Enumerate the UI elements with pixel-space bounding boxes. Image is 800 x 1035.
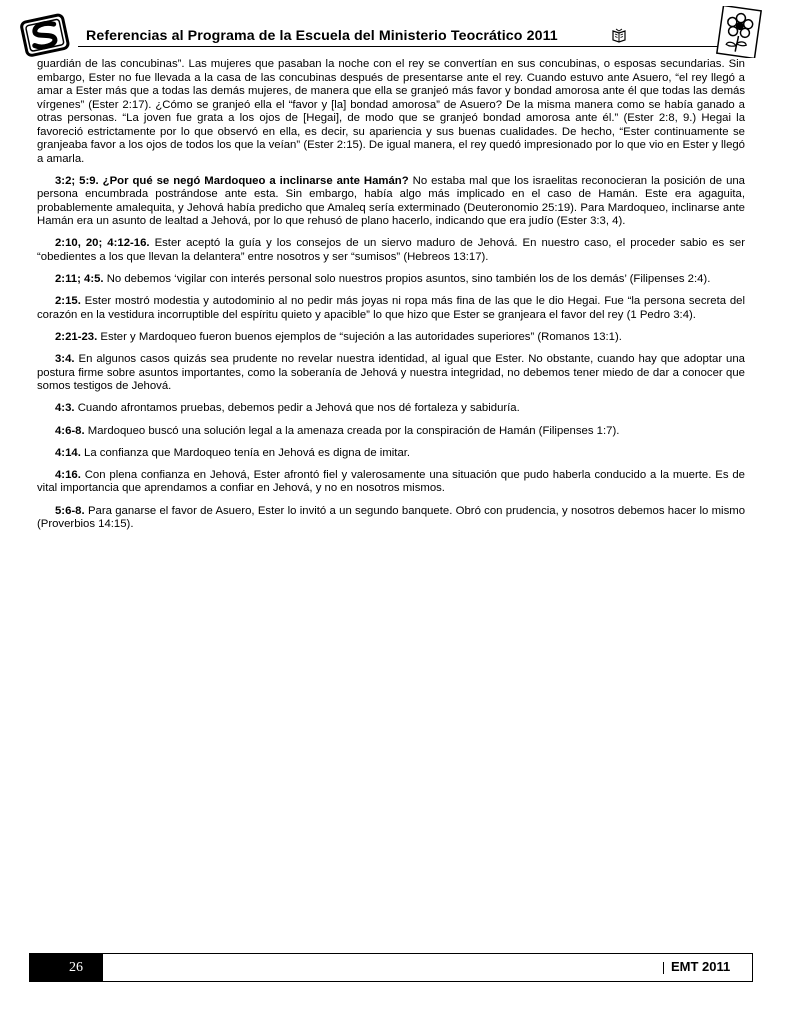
header-divider xyxy=(78,46,718,47)
paragraph-lesson xyxy=(37,295,745,322)
page-number-text: 26 xyxy=(69,960,83,975)
footer-frame xyxy=(29,953,753,982)
paragraph-text: Mardoqueo buscó una solución legal a la amenaza creada por la conspiración de Hamán (Filipenses 1:7). xyxy=(84,424,620,437)
paragraph-text: Cuando afrontamos pruebas, debemos pedir a Jehová que nos dé fortaleza y sabiduría. xyxy=(74,402,520,415)
paragraph-lesson xyxy=(37,402,745,416)
scripture-reference: 4:16. xyxy=(55,468,81,481)
paragraph-text: La confianza que Mardoqueo tenía en Jehová es digna de imitar. xyxy=(80,446,411,459)
paragraph-lesson xyxy=(37,447,745,461)
paragraph-lesson xyxy=(37,237,745,264)
scripture-reference: 2:15. xyxy=(55,295,81,308)
paragraph-text: En algunos casos quizás sea prudente no revelar nuestra identidad, al igual que Ester. No obstante, cuando hay que adoptar una postura firme sobre asuntos importantes, como la soberanía de Jehová y nuestra integridad, no debemos tener miedo de dar a conocer que somos testigos de Jehová. xyxy=(37,353,745,393)
s-emblem-icon xyxy=(18,10,74,58)
paragraph-text: guardián de las concubinas”. Las mujeres que pasaban la noche con el rey se convertían en sus concubinas, o esposas secundarias. Sin embargo, Ester no fue llevada a la casa de las concubinas después de presentarse ante el rey. Cuando estuvo ante Asuero, “el rey llegó a amar a Ester más que a todas las demás mujeres, de manera que ella se granjeó más favor y bondad amorosa ante él que todas las demás vírgenes” (Ester 2:17). ¿Cómo se granjeó ella el “favor y [la] bondad amorosa” de Asuero? De la misma manera como se había ganado a otras personas. “La joven fue grata a los ojos de [Hegai], de modo que se granjeó bondad amorosa ante él.” (Ester 2:8, 9.) Hegai la favoreció estrictamente por lo que observó en ella, es decir, su apariencia y sus buenas cualidades. De hecho, “Ester continuamente se granjeaba favor a los ojos de todos los que la veían” (Ester 2:15). De igual manera, el rey quedó impresionado por lo que vio en Ester y llegó a amarla. xyxy=(37,58,745,165)
paragraph-lesson xyxy=(37,273,745,287)
scripture-reference: 5:6-8. xyxy=(55,504,85,517)
paragraph-text: Para ganarse el favor de Asuero, Ester lo invitó a un segundo banquete. Obró con prudencia, y nosotros debemos hacer lo mismo (Proverbios 14:15). xyxy=(37,504,745,531)
paragraph-text: Ester aceptó la guía y los consejos de un siervo maduro de Jehová. En nuestro caso, el proceder sabio es ser “obedientes a los que llevan la delantera” entre nosotros y ser “sumisos” (Hebreos 13:17). xyxy=(37,237,745,263)
paragraph-lesson xyxy=(37,331,745,345)
scripture-reference: 3:4. xyxy=(55,353,75,366)
footer-separator xyxy=(663,962,664,974)
paragraph-lesson xyxy=(37,353,745,394)
scripture-reference: 4:14. xyxy=(55,446,81,459)
page-header xyxy=(0,0,800,58)
scripture-reference: 2:21-23. xyxy=(55,330,98,343)
scripture-reference: 2:11; 4:5. xyxy=(55,273,104,286)
paragraph-text: No estaba mal que los israelitas reconocieran la posición de una persona encumbrada postrándose ante esta. Sin embargo, había algo más implicado en el caso de Hamán. Este era agaguita, probablemente amalequita, y Jehová había predicho que Amaleq sería exterminado (Deuteronomio 25:19). Para Mardoqueo, inclinarse ante Hamán era un asunto de lealtad a Jehová, por lo que rehusó de plano hacerlo, indicando que era judío (Ester 3:3, 4). xyxy=(37,174,745,228)
scripture-reference: 4:3. xyxy=(55,402,75,415)
open-book-icon xyxy=(612,28,626,43)
paragraph-text: Ester mostró modestia y autodominio al no pedir más joyas ni ropa más fina de las que le dio Hegai. Fue “la persona secreta del corazón en la vestidura incorruptible del espíritu quieto y apacible” lo que hizo que Ester se granjeara el favor del rey (1 Pedro 3:4). xyxy=(37,295,745,321)
paragraph-lesson xyxy=(37,469,745,496)
paragraph-text: Con plena confianza en Jehová, Ester afrontó fiel y valerosamente una situación que pudo haberla conducido a la muerte. Es de vital importancia que aprendamos a confiar en Jehová, y no en nosotros mismos. xyxy=(37,468,745,495)
paragraph-text: Ester y Mardoqueo fueron buenos ejemplos de “sujeción a las autoridades superiores” (Romanos 13:1). xyxy=(97,330,622,343)
paragraph-question xyxy=(37,175,745,229)
paragraph-intro xyxy=(37,58,745,166)
paragraph-lesson xyxy=(37,505,745,532)
page-title: Referencias al Programa de la Escuela del Ministerio Teocrático 2011 xyxy=(86,28,558,44)
footer-label: EMT 2011 xyxy=(671,959,731,974)
flower-icon xyxy=(716,6,762,58)
article-body xyxy=(37,58,745,540)
scripture-reference: 2:10, 20; 4:12-16. xyxy=(55,237,150,250)
page-footer xyxy=(29,953,753,982)
paragraph-text: No debemos ‘vigilar con interés personal solo nuestros propios asuntos, sino también los de los demás’ (Filipenses 2:4). xyxy=(103,273,711,286)
scripture-reference: 4:6-8. xyxy=(55,424,85,437)
scripture-reference: 3:2; 5:9. ¿Por qué se negó Mardoqueo a inclinarse ante Hamán? xyxy=(55,174,409,187)
paragraph-lesson xyxy=(37,425,745,439)
page-number xyxy=(29,953,103,982)
